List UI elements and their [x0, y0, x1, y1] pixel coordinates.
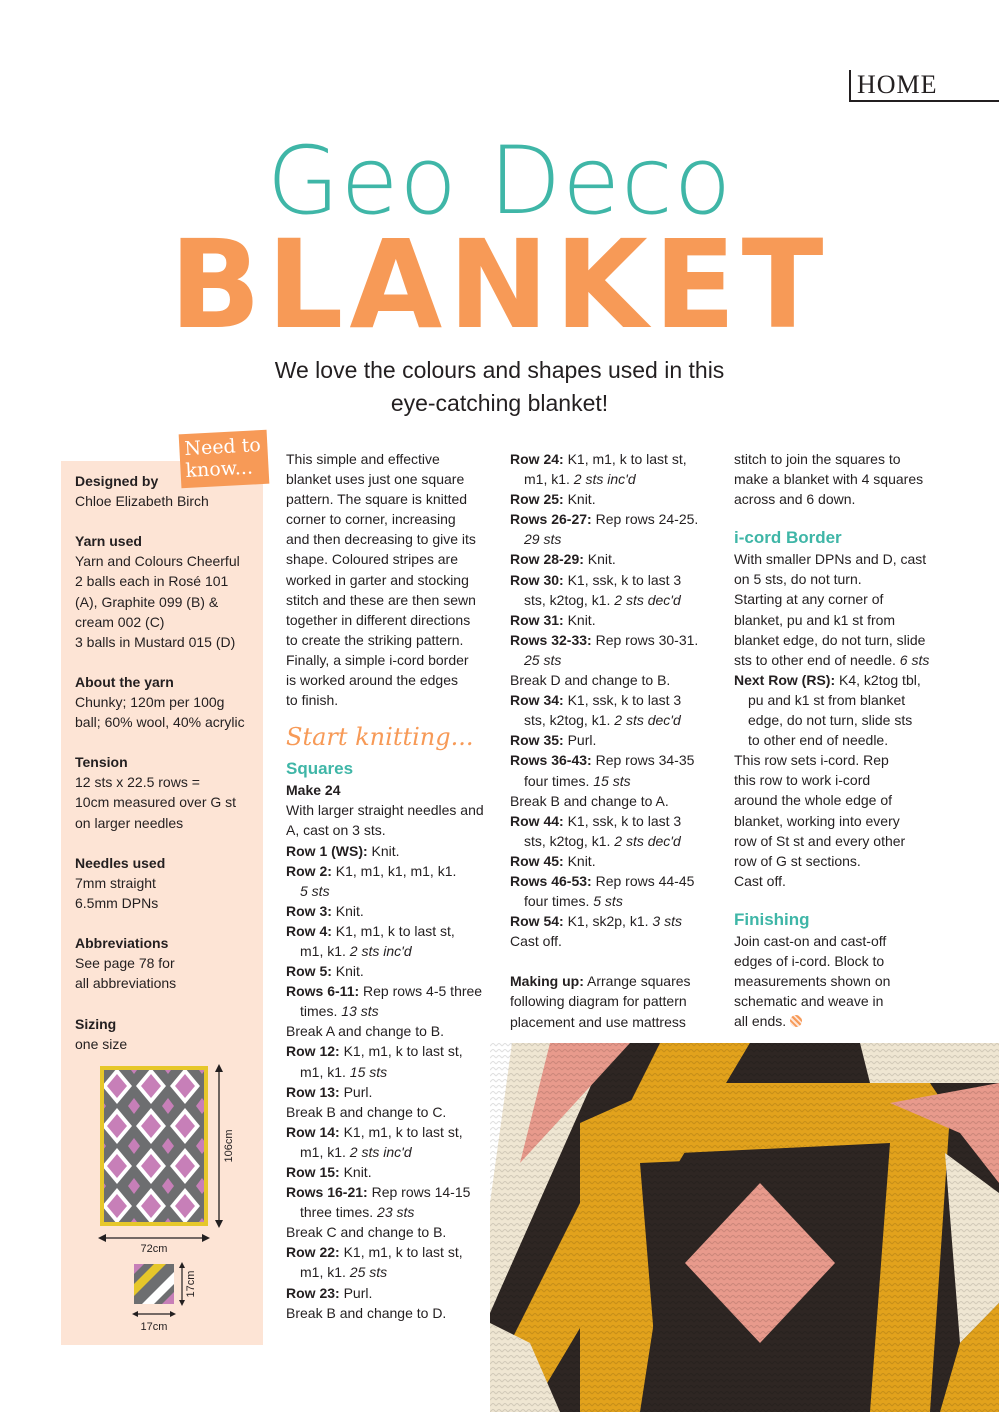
column-2: [510, 449, 725, 1032]
square-width-label: 17cm: [140, 1321, 168, 1333]
next-row: [734, 670, 954, 690]
row-label: Row 30:: [510, 571, 564, 588]
row-text: Rep rows 34-35: [591, 752, 695, 769]
row-label: Row 14:: [286, 1123, 340, 1140]
pattern-row: [510, 509, 725, 529]
pattern-row: [510, 690, 725, 710]
row-label: Row 15:: [286, 1164, 340, 1180]
pattern-row: [510, 650, 725, 670]
badge-line-2: know...: [185, 456, 254, 483]
pattern-row: [510, 851, 725, 871]
row-label: Row 44:: [510, 812, 564, 829]
yarn-ball-icon: [790, 1015, 802, 1027]
after-line: this row to work i-cord: [734, 772, 871, 789]
intro-line: to finish.: [286, 692, 339, 709]
designed-by: [75, 471, 261, 511]
pattern-row: [286, 1122, 496, 1142]
after-line: blanket, working into every: [734, 812, 900, 829]
pattern-row: [286, 1222, 496, 1242]
schematic-height-label: 106cm: [223, 1129, 235, 1163]
pattern-row: [510, 831, 725, 851]
row-instruction: Break A and change to B.: [286, 1023, 445, 1040]
col3-intro-line: stitch to join the squares to: [734, 451, 901, 467]
subtitle: [0, 354, 999, 420]
row-label: Rows 32-33:: [510, 631, 592, 648]
rows-list-1: [286, 841, 496, 1323]
tension-line: on larger needles: [75, 814, 184, 831]
pattern-row: [286, 1082, 496, 1102]
pattern-row: [510, 529, 725, 549]
section-tag-label: HOME: [857, 70, 938, 99]
next-row-line: edge, do not turn, slide sts: [748, 712, 913, 729]
start-knitting-heading: Start knitting...: [286, 723, 474, 752]
pattern-row: [510, 670, 725, 690]
row-continuation: m1, k1.: [300, 1143, 350, 1160]
pattern-row: [286, 861, 496, 881]
row-text: Knit.: [563, 611, 596, 628]
intro-line: to create the striking pattern.: [286, 631, 464, 648]
row-text: K1, m1, k to last st,: [339, 1043, 463, 1060]
row-label: Rows 16-21:: [286, 1184, 368, 1201]
row-text: Knit.: [583, 551, 616, 568]
after-line: row of St st and every other: [734, 832, 906, 849]
subtitle-line-1: We love the colours and shapes used in this: [274, 357, 725, 383]
row-label: Row 34:: [510, 692, 564, 709]
abbreviations-heading: Abbreviations: [75, 935, 169, 951]
after-line: This row sets i-cord. Rep: [734, 752, 889, 769]
pattern-row: [286, 1001, 496, 1021]
row-continuation: times.: [300, 1003, 342, 1020]
after-line: Cast off.: [734, 872, 786, 889]
pattern-row: [286, 921, 496, 941]
sizing-value: one size: [75, 1036, 128, 1053]
intro-line: together in different directions: [286, 611, 471, 628]
intro-line: Finally, a simple i-cord border: [286, 651, 469, 668]
intro-line: corner to corner, increasing: [286, 511, 456, 528]
about-yarn-heading: About the yarn: [75, 674, 174, 690]
pattern-row: [286, 1202, 496, 1222]
border-line: [734, 650, 954, 670]
square-height-label: 17cm: [185, 1270, 197, 1298]
row-count: 29 sts: [524, 531, 562, 548]
row-label: Row 3:: [286, 902, 332, 919]
next-row-text: K4, k2tog tbl,: [835, 671, 921, 688]
row-continuation: sts, k2tog, k1.: [524, 591, 615, 608]
border-line: With smaller DPNs and D, cast: [734, 551, 927, 568]
pattern-row: [286, 1162, 496, 1182]
square-diagram: [134, 1264, 174, 1304]
needles-heading: Needles used: [75, 855, 166, 871]
intro-text: [286, 449, 496, 710]
row-label: Row 31:: [510, 611, 564, 628]
row-count: 25 sts: [524, 651, 562, 668]
row-instruction: Break B and change to D.: [286, 1304, 447, 1321]
row-label: Row 35:: [510, 732, 564, 749]
row-text: K1, m1, k1, m1, k1.: [331, 862, 457, 879]
next-row-label: Next Row (RS):: [734, 671, 836, 688]
row-count: 15 sts: [349, 1063, 388, 1080]
row-instruction: Break B and change to A.: [510, 792, 669, 809]
row-continuation: m1, k1.: [300, 942, 350, 959]
pattern-row: [286, 1021, 496, 1041]
finishing-line: Join cast-on and cast-off: [734, 932, 887, 949]
row-continuation: three times.: [300, 1204, 378, 1221]
abbreviations-line: all abbreviations: [75, 975, 177, 992]
border-line: blanket, pu and k1 st from: [734, 611, 896, 628]
column-3: [734, 449, 954, 1031]
row-text: K1, m1, k to last st,: [339, 1244, 463, 1261]
pattern-row: [286, 1182, 496, 1202]
row-text: Rep rows 44-45: [591, 872, 695, 889]
row-label: Row 45:: [510, 852, 564, 869]
pattern-row: [510, 771, 725, 791]
row-text: Knit.: [331, 902, 364, 919]
row-label: Row 23:: [286, 1284, 340, 1301]
pattern-row: [510, 931, 725, 951]
intro-line: This simple and effective: [286, 451, 440, 467]
rows-list-2: [510, 449, 725, 951]
row-label: Row 28-29:: [510, 551, 584, 568]
row-text: Rep rows 14-15: [367, 1184, 471, 1201]
row-label: Row 12:: [286, 1043, 340, 1060]
squares-heading: Squares: [286, 759, 354, 779]
row-text: Rep rows 30-31.: [591, 631, 699, 648]
row-text: K1, m1, k to last st,: [563, 451, 687, 467]
row-label: Rows 36-43:: [510, 752, 592, 769]
abbreviations-line: See page 78 for: [75, 955, 175, 972]
yarn-line: 2 balls each in Rosé 101: [75, 573, 229, 590]
intro-line: blanket uses just one square: [286, 471, 465, 488]
pattern-row: [510, 791, 725, 811]
row-count: 2 sts dec'd: [614, 832, 681, 849]
row-text: K1, m1, k to last st,: [331, 922, 455, 939]
finishing-last: all ends.: [734, 1013, 787, 1030]
pattern-row: [510, 449, 725, 469]
pattern-row: [510, 630, 725, 650]
row-label: Row 54:: [510, 913, 564, 930]
yarn-used-heading: Yarn used: [75, 533, 142, 549]
border-last: sts to other end of needle.: [734, 651, 900, 668]
make-line: A, cast on 3 sts.: [286, 822, 386, 839]
col3-intro-line: across and 6 down.: [734, 491, 856, 508]
row-label: Row 1 (WS):: [286, 842, 368, 859]
row-text: Knit.: [563, 491, 596, 508]
row-label: Row 24:: [510, 451, 564, 467]
row-count: 15 sts: [593, 772, 631, 789]
intro-line: shape. Coloured stripes are: [286, 551, 458, 568]
needles-line: 7mm straight: [75, 875, 156, 892]
after-line: row of G st sections.: [734, 852, 861, 869]
row-count: 2 sts dec'd: [614, 712, 681, 729]
pattern-row: [286, 1303, 496, 1323]
row-count: 2 sts inc'd: [573, 471, 636, 488]
column-1: [286, 449, 496, 1323]
schematic-width-label: 72cm: [140, 1243, 168, 1255]
subtitle-line-2: eye-catching blanket!: [390, 390, 609, 416]
pattern-row: [510, 811, 725, 831]
about-yarn-line: Chunky; 120m per 100g: [75, 694, 225, 711]
pattern-row: [510, 750, 725, 770]
row-instruction: Break D and change to B.: [510, 672, 671, 689]
row-continuation: m1, k1.: [524, 471, 574, 488]
intro-line: and then decreasing to give its: [286, 531, 476, 548]
row-text: Knit.: [339, 1164, 372, 1180]
making-up-line: following diagram for pattern: [510, 993, 687, 1010]
row-count: 2 sts dec'd: [614, 591, 681, 608]
yarn-used: [75, 531, 261, 652]
border-count: 6 sts: [899, 651, 930, 668]
designed-by-heading: Designed by: [75, 473, 159, 489]
yarn-line: cream 002 (C): [75, 613, 165, 630]
border-line: on 5 sts, do not turn.: [734, 571, 862, 588]
pattern-row: [510, 871, 725, 891]
pattern-row: [286, 1041, 496, 1061]
pattern-row: [510, 610, 725, 630]
tension-line: 12 sts x 22.5 rows =: [75, 774, 200, 791]
badge-line-1: Need to: [183, 434, 262, 461]
pattern-row: [510, 891, 725, 911]
col3-intro-line: make a blanket with 4 squares: [734, 471, 924, 488]
row-continuation: four times.: [524, 772, 594, 789]
row-text: K1, m1, k to last st,: [339, 1123, 463, 1140]
make-line: With larger straight needles and: [286, 802, 484, 819]
title-line-2: BLANKET: [169, 214, 830, 357]
row-label: Rows 46-53:: [510, 872, 592, 889]
pattern-row: [510, 590, 725, 610]
row-text: Knit.: [367, 842, 400, 859]
yarn-line: (A), Graphite 099 (B) &: [75, 593, 219, 610]
needles-used: [75, 853, 261, 914]
tension: [75, 752, 261, 833]
pattern-row: [286, 941, 496, 961]
row-count: 25 sts: [349, 1264, 388, 1281]
row-continuation: 5 sts: [300, 882, 330, 899]
pattern-row: [286, 841, 496, 861]
making-up-label: Making up:: [510, 973, 584, 990]
pattern-row: [286, 1242, 496, 1262]
pattern-row: [286, 961, 496, 981]
row-text: Knit.: [563, 852, 596, 869]
pattern-row: [510, 489, 725, 509]
row-count: 13 sts: [341, 1003, 379, 1020]
row-text: Purl.: [339, 1284, 373, 1301]
blanket-schematic: [94, 1056, 254, 1346]
section-tag: [849, 70, 999, 102]
icord-border-heading: i-cord Border: [734, 528, 842, 548]
pattern-row: [286, 1262, 496, 1282]
intro-line: worked in garter and stocking: [286, 571, 469, 588]
making-up-text: Arrange squares: [583, 973, 691, 990]
row-label: Row 4:: [286, 922, 332, 939]
row-text: K1, sk2p, k1.: [563, 913, 653, 930]
pattern-row: [510, 730, 725, 750]
row-continuation: sts, k2tog, k1.: [524, 832, 615, 849]
after-line: around the whole edge of: [734, 792, 893, 809]
tension-heading: Tension: [75, 754, 128, 770]
pattern-row: [510, 549, 725, 569]
row-label: Row 13:: [286, 1083, 340, 1100]
row-label: Row 5:: [286, 963, 332, 980]
row-continuation: m1, k1.: [300, 1264, 350, 1281]
pattern-row: [286, 881, 496, 901]
row-label: Row 22:: [286, 1244, 340, 1261]
pattern-row: [286, 981, 496, 1001]
pattern-row: [286, 1102, 496, 1122]
designed-by-value: Chloe Elizabeth Birch: [75, 493, 209, 510]
finishing-heading: Finishing: [734, 909, 810, 929]
about-yarn: [75, 672, 261, 733]
row-text: K1, ssk, k to last 3: [563, 812, 682, 829]
row-label: Row 25:: [510, 491, 564, 508]
row-label: Rows 6-11:: [286, 983, 360, 1000]
finishing-line: measurements shown on: [734, 973, 891, 990]
intro-line: stitch and these are then sewn: [286, 591, 476, 608]
abbreviations: [75, 933, 261, 994]
row-label: Row 2:: [286, 862, 332, 879]
row-instruction: Cast off.: [510, 933, 562, 950]
making-up-line: placement and use mattress: [510, 1013, 686, 1030]
row-text: Purl.: [563, 732, 597, 749]
border-line: blanket edge, do not turn, slide: [734, 631, 926, 648]
row-continuation: four times.: [524, 893, 594, 910]
title-line-1: Geo Deco: [266, 127, 733, 236]
pattern-row: [286, 1062, 496, 1082]
make-count: Make 24: [286, 782, 341, 799]
row-text: K1, ssk, k to last 3: [563, 571, 682, 588]
row-text: K1, ssk, k to last 3: [563, 692, 682, 709]
finishing-line: edges of i-cord. Block to: [734, 952, 885, 969]
about-yarn-line: ball; 60% wool, 40% acrylic: [75, 714, 245, 731]
pattern-row: [286, 1283, 496, 1303]
blanket-photo: [490, 1043, 999, 1412]
next-row-line: to other end of needle.: [748, 732, 889, 749]
row-continuation: m1, k1.: [300, 1063, 350, 1080]
needles-line: 6.5mm DPNs: [75, 895, 159, 912]
pattern-row: [286, 1142, 496, 1162]
row-text: Rep rows 24-25.: [591, 511, 699, 528]
intro-line: pattern. The square is knitted: [286, 491, 468, 508]
next-row-line: pu and k1 st from blanket: [748, 691, 906, 708]
pattern-row: [510, 911, 725, 931]
yarn-line: 3 balls in Mustard 015 (D): [75, 634, 236, 651]
pattern-row: [286, 901, 496, 921]
finishing-line: [734, 1011, 954, 1031]
sizing-heading: Sizing: [75, 1016, 117, 1032]
pattern-row: [510, 469, 725, 489]
making-up: [510, 971, 725, 991]
row-text: Knit.: [331, 963, 364, 980]
row-count: 2 sts inc'd: [349, 942, 412, 959]
row-count: 2 sts inc'd: [349, 1143, 412, 1160]
intro-line: is worked around the edges: [286, 672, 458, 689]
row-count: 5 sts: [593, 893, 623, 910]
row-count: 23 sts: [377, 1204, 415, 1221]
row-text: Rep rows 4-5 three: [359, 983, 483, 1000]
row-instruction: Break C and change to B.: [286, 1224, 447, 1241]
pattern-row: [510, 710, 725, 730]
border-line: Starting at any corner of: [734, 591, 884, 608]
row-text: Purl.: [339, 1083, 373, 1100]
pattern-row: [510, 570, 725, 590]
row-count: 3 sts: [652, 913, 682, 930]
row-label: Rows 26-27:: [510, 511, 592, 528]
yarn-line: Yarn and Colours Cheerful: [75, 553, 240, 570]
row-continuation: sts, k2tog, k1.: [524, 712, 615, 729]
finishing-line: schematic and weave in: [734, 993, 884, 1010]
sizing: [75, 1014, 261, 1054]
row-instruction: Break B and change to C.: [286, 1103, 447, 1120]
tension-line: 10cm measured over G st: [75, 794, 237, 811]
